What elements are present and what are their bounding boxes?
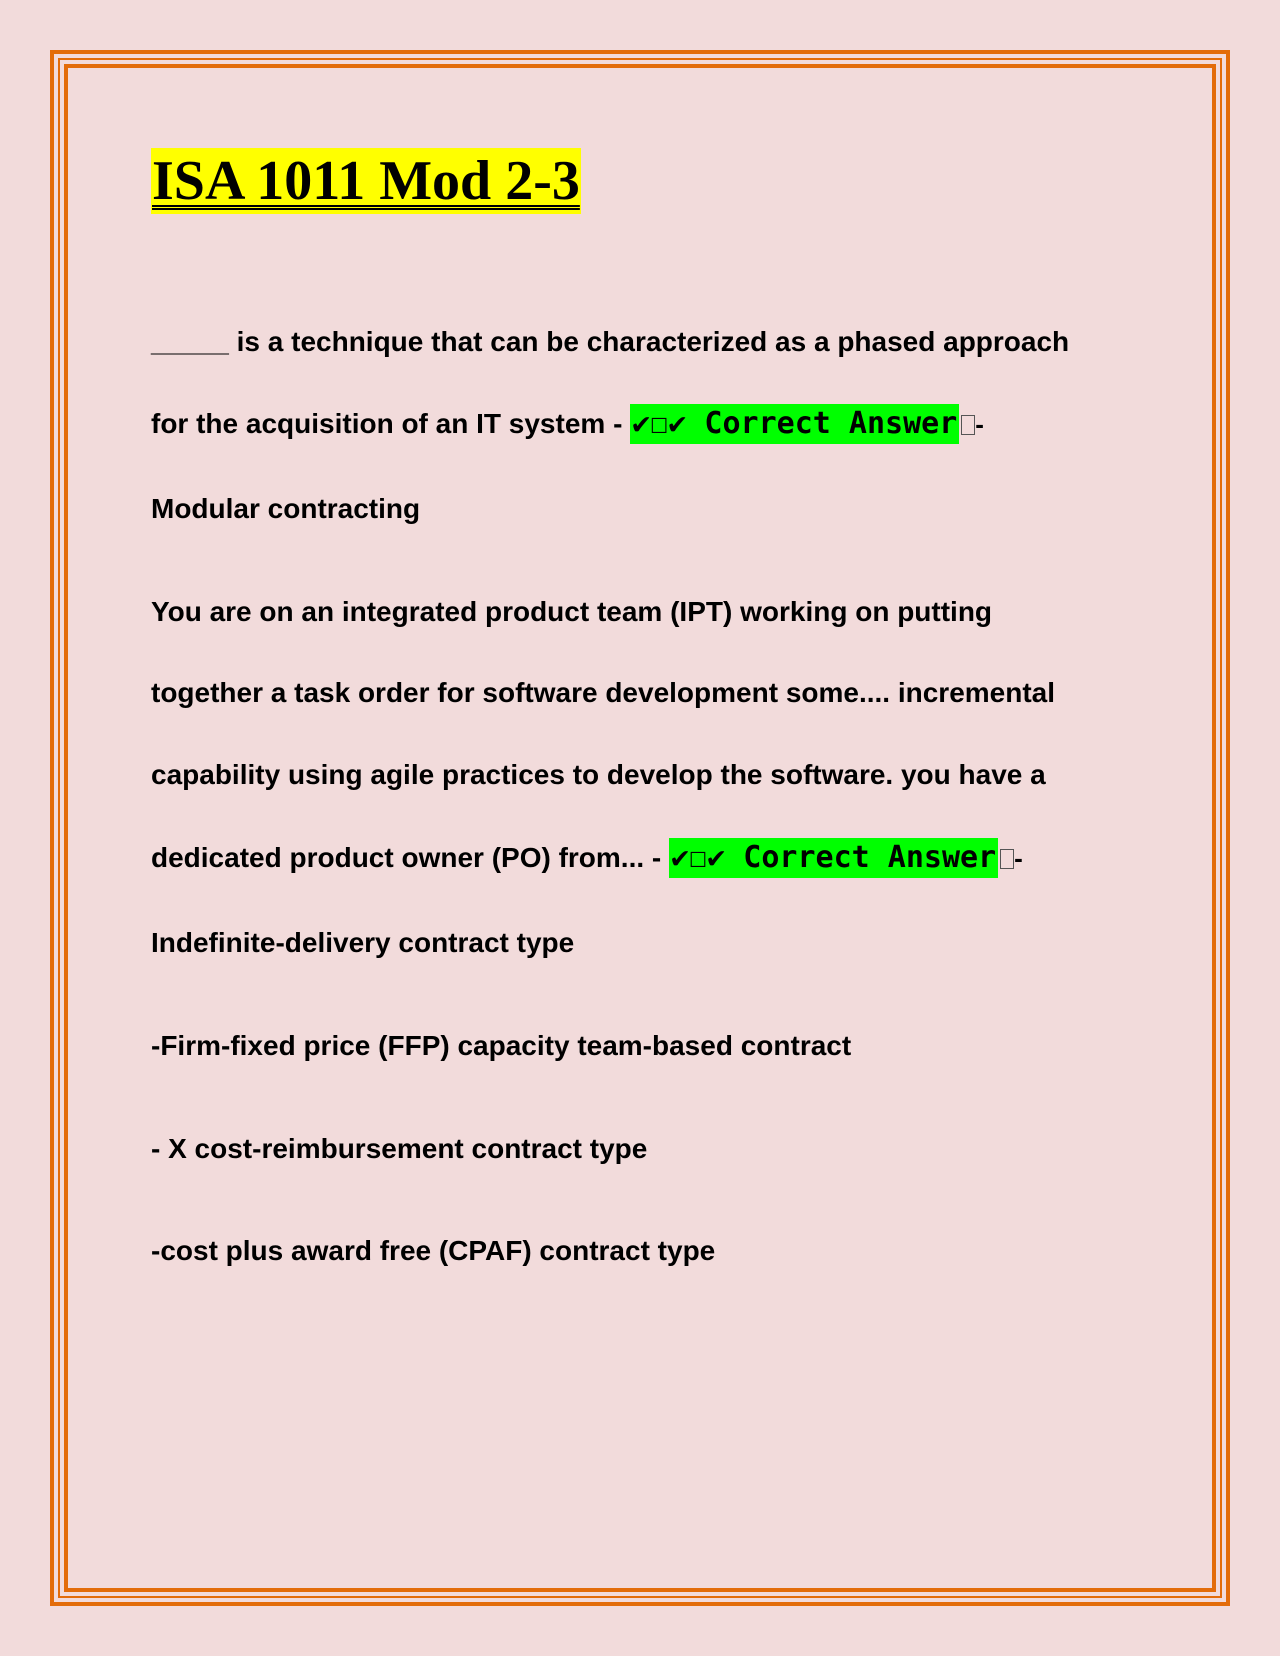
question-2-answer: Indefinite-delivery contract type bbox=[151, 927, 575, 958]
question-2-text: dedicated product owner (PO) from... - bbox=[151, 842, 670, 873]
document-title: ISA 1011 Mod 2-3 bbox=[152, 150, 580, 212]
option-cpaf: -cost plus award free (CPAF) contract type bbox=[151, 1235, 716, 1266]
option-cost-reimbursement: - X cost-reimbursement contract type bbox=[151, 1133, 648, 1164]
correct-answer-tag: ✔☐✔ Correct Answer bbox=[669, 838, 998, 878]
question-1-line-1: _____ is a technique that can be characterized as a phased approach bbox=[151, 326, 1070, 357]
box-icon bbox=[1000, 849, 1014, 869]
question-2-line-2: together a task order for software development some.... incremental bbox=[151, 677, 1056, 708]
question-1-line-2 bbox=[151, 404, 984, 444]
question-2-line-1: You are on an integrated product team (IPT) working on putting bbox=[151, 596, 993, 627]
answer-dash: - bbox=[1014, 843, 1023, 873]
question-2-line-4 bbox=[151, 838, 1023, 878]
page-border-inner bbox=[64, 64, 1216, 1592]
document-body bbox=[151, 148, 1131, 1266]
box-icon bbox=[961, 415, 975, 435]
question-1-text: for the acquisition of an IT system - bbox=[151, 408, 631, 439]
correct-answer-tag: ✔☐✔ Correct Answer bbox=[630, 404, 959, 444]
answer-dash: - bbox=[975, 409, 984, 439]
question-1-answer: Modular contracting bbox=[151, 493, 421, 524]
option-ffp: -Firm-fixed price (FFP) capacity team-based contract bbox=[151, 1030, 852, 1061]
question-2-line-3: capability using agile practices to develop the software. you have a bbox=[151, 759, 1046, 790]
